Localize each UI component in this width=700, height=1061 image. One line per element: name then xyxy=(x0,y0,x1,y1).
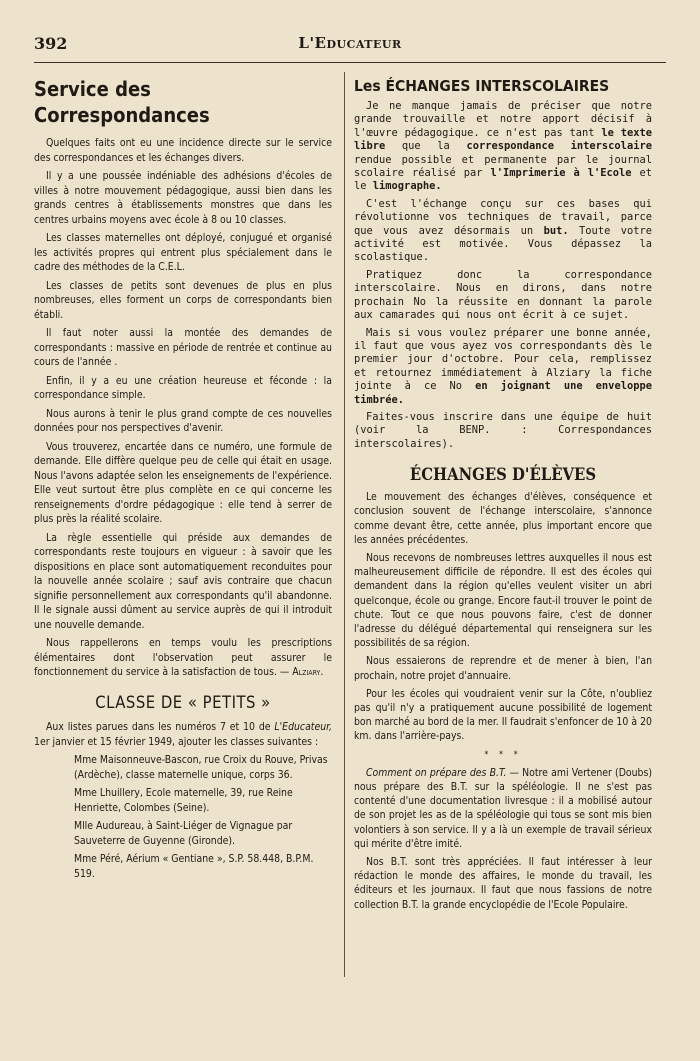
paragraph: La règle essentielle qui préside aux demandes de correspondants reste toujours en vigueur : à savoir que les dispositions en place sont automatiquement reconduites pour la nouvelle année scolaire ; sauf avis contraire que chacun signifie personnellement aux correspondants qu'il abandonne. Il le signale aussi dûment au service auprès de qui il introduit une nouvelle demande. xyxy=(34,531,332,631)
paragraph xyxy=(354,100,652,194)
paragraph: Quelques faits ont eu une incidence directe sur le service des correspondances et les échanges divers. xyxy=(34,137,332,164)
paragraph: Enfin, il y a eu une création heureuse et féconde : la correspondance simple. xyxy=(34,374,332,401)
eleves-body xyxy=(354,490,652,912)
class-entry: Mme Maisonneuve-Bascon, rue Croix du Rouve, Privas (Ardèche), classe maternelle unique, corps 36. xyxy=(74,754,328,781)
article-title-correspondances: Service des Correspondances xyxy=(34,77,210,127)
emphasis: l'Imprimerie à l'Ecole xyxy=(490,167,632,180)
text: Toute votre activité est motivée. Vous dépassez la scolastique. xyxy=(354,224,652,264)
petits-intro xyxy=(34,720,332,749)
paragraph: Faites-vous inscrire dans une équipe de huit (voir la BENP. : Correspondances interscolaires). xyxy=(354,410,652,450)
right-column xyxy=(354,76,652,916)
page-number: 392 xyxy=(34,34,68,53)
echanges-body xyxy=(354,100,652,451)
paragraph: Nous recevons de nombreuses lettres auxquelles il nous est malheureusement difficile de répondre. Il est des écoles qui demandent dans la région qu'elles veulent visiter un abri quelconque, école ou grange. Encore faut-il trouver le point de chute. Tout ce que nous pouvons faire, c'est de donner l'adresse du délégué départemental qui renseignera sur les possibilités de sa région. xyxy=(354,551,652,650)
bt-lead: Comment on prépare des B.T. xyxy=(366,766,507,779)
emphasis: limographe. xyxy=(372,180,442,193)
text: — Notre ami Vertener (Doubs) nous prépare des B.T. sur la spéléologie. Il ne s'est pas contenté d'une documentation livresque : il a mobilisé autour de son projet les as de la spéléologie qui tous se sont mis bien volontiers à son service. Il y a là un exemple de travail sérieux qui mérite d'être imité. xyxy=(354,766,652,850)
closing-paragraph xyxy=(34,636,332,680)
paragraph: Il y a une poussée indéniable des adhésions d'écoles de villes à notre mouvement pédagogique, aussi bien dans les grands centres à établissements monstres que dans les centres urbains moyens avec école à 8 ou 10 classes. xyxy=(34,170,332,226)
journal-name: L'Educateur, xyxy=(274,721,332,733)
text: C'est l'échange conçu sur ces bases qui révolutionne vos techniques de travail, parce que vous avez désormais un xyxy=(354,197,652,237)
left-column xyxy=(34,76,332,885)
text: Mais si vous voulez préparer une bonne année, il faut que vous ayez vos correspondants dès le premier jour d'octobre. Pour cela, remplissez et retournez immédiatement à Alziary la fiche jointe à ce No xyxy=(354,326,652,393)
paragraph: Le mouvement des échanges d'élèves, conséquence et conclusion souvent de l'échange interscolaire, s'annonce comme devant être, cette année, plus important encore que les années précédentes. xyxy=(354,491,652,546)
text: rendue possible et permanente par le journal scolaire réalisé par xyxy=(354,153,652,180)
paragraph: Nos B.T. sont très appréciées. Il faut intéresser à leur rédaction le monde des affaires, le monde du travail, les éditeurs et les journaux. Il faut que nous fassions de notre collection B.T. la grande encyclopédie de l'Ecole Populaire. xyxy=(354,856,652,911)
text: Je ne manque jamais de préciser que notre grande trouvaille et notre apport décisif à l'œuvre pédagogique. ce n'est pas tant xyxy=(354,100,652,139)
emphasis: but. xyxy=(543,224,569,237)
text: et le xyxy=(354,167,652,193)
paragraph: Nous aurons à tenir le plus grand compte de ces nouvelles données pour nos perspectives d'avenir. xyxy=(34,407,332,434)
class-entry: Mme Péré, Aérium « Gentiane », S.P. 58.448, B.P.M. 519. xyxy=(74,853,314,880)
emphasis: en joignant une enveloppe timbrée. xyxy=(354,380,652,406)
running-title: L'Educateur xyxy=(298,34,402,52)
section-title-eleves: ÉCHANGES D'ÉLÈVES xyxy=(409,465,597,485)
signature: Alziary. xyxy=(292,666,324,678)
intro-text: 1er janvier et 15 février 1949, ajouter les classes suivantes : xyxy=(34,735,319,748)
page-header xyxy=(34,34,666,56)
emphasis: le texte libre xyxy=(354,126,653,153)
paragraph xyxy=(354,327,652,407)
paragraph: Pratiquez donc la correspondance interscolaire. Nous en dirons, dans notre prochain No la réussite en donnant la parole aux camarades qui nous ont écrit à ce sujet. xyxy=(354,268,652,322)
paragraph: Nous essaierons de reprendre et de mener à bien, l'an prochain, notre projet d'annuaire. xyxy=(354,655,652,682)
section-title-petits: CLASSE DE « PETITS » xyxy=(95,692,271,712)
article-title-echanges: Les ÉCHANGES INTERSCOLAIRES xyxy=(354,77,610,95)
text: que la xyxy=(401,140,450,153)
paragraph xyxy=(354,766,652,851)
paragraph: Les classes de petits sont devenues de plus en plus nombreuses, elles forment un corps de correspondants bien établi. xyxy=(34,279,332,321)
intro-text: Aux listes parues dans les numéros 7 et 10 de xyxy=(46,721,271,733)
class-entry: Mlle Audureau, à Saint-Liéger de Vignague par Sauveterre de Guyenne (Gironde). xyxy=(74,820,293,847)
closing-text: Nous rappellerons en temps voulu les prescriptions élémentaires dont l'observation peut assurer le fonctionnement du service à la satisfaction de tous. — xyxy=(34,637,332,678)
paragraph: Les classes maternelles ont déployé, conjugué et organisé les activités propres qui entrent plus spécialement dans le cadre des méthodes de la C.E.L. xyxy=(34,232,332,273)
paragraph xyxy=(354,198,652,265)
paragraph: Pour les écoles qui voudraient venir sur la Côte, n'oubliez pas qu'il n'y a pratiquement aucune possibilité de logement bon marché au bord de la mer. Il faudrait s'enfoncer de 10 à 20 km. dans l'arrière-pays. xyxy=(354,687,652,743)
header-rule xyxy=(34,62,666,63)
column-divider xyxy=(344,72,345,977)
section-separator: * * * xyxy=(484,749,522,760)
paragraph: Vous trouverez, encartée dans ce numéro, une formule de demande. Elle diffère quelque peu de celle qui était en usage. Nous l'avons adaptée selon les enseignements de l'expérience. Elle veut surtout être plus complète en ce qui concerne les renseignements d'ordre pédagogique : elle tend à serrer de plus près la réalité scolaire. xyxy=(34,440,332,525)
class-entry: Mme Lhuillery, Ecole maternelle, 39, rue Reine Henriette, Colombes (Seine). xyxy=(74,787,293,814)
emphasis: correspondance interscolaire xyxy=(466,140,652,153)
paragraph: Il faut noter aussi la montée des demandes de correspondants : massive en période de rentrée et continue au cours de l'année . xyxy=(34,327,332,368)
